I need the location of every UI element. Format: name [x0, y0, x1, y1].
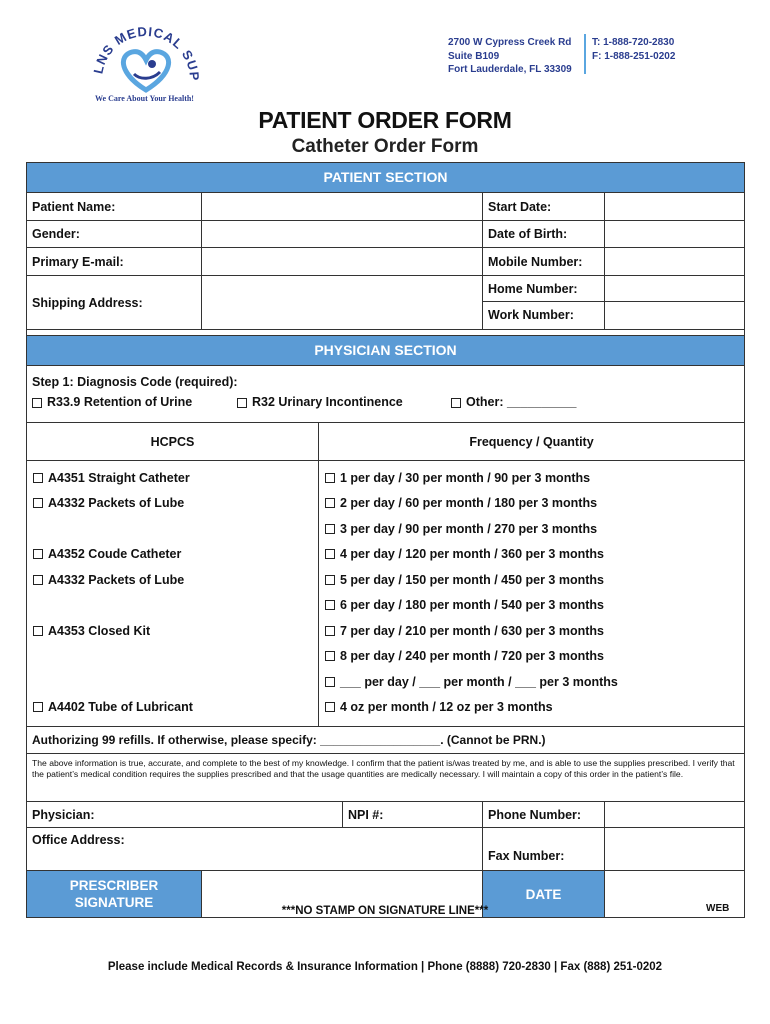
checkbox-icon[interactable]: [33, 575, 43, 585]
frequency-option[interactable]: 4 oz per month / 12 oz per 3 months: [319, 695, 744, 721]
logo-tagline: We Care About Your Health!: [95, 94, 194, 103]
home-field[interactable]: [605, 276, 744, 302]
dob-label: Date of Birth:: [483, 221, 605, 247]
address-line-1: 2700 W Cypress Creek Rd: [448, 37, 572, 48]
frequency-option[interactable]: 6 per day / 180 per month / 540 per 3 months: [319, 593, 744, 619]
contact-phone: T: 1-888-720-2830: [592, 37, 675, 48]
hcpcs-option[interactable]: A4353 Closed Kit: [27, 618, 318, 644]
office-address-label: Office Address:: [27, 828, 483, 870]
page-subtitle: Catheter Order Form: [291, 136, 479, 157]
work-field[interactable]: [605, 302, 744, 328]
start-date-label: Start Date:: [483, 193, 605, 220]
frequency-option[interactable]: 1 per day / 30 per month / 90 per 3 months: [319, 465, 744, 491]
checkbox-icon[interactable]: [237, 398, 247, 408]
hcpcs-option[interactable]: A4351 Straight Catheter: [27, 465, 318, 491]
hcpcs-option[interactable]: A4332 Packets of Lube: [27, 567, 318, 593]
fax-label: Fax Number:: [483, 828, 605, 870]
checkbox-icon[interactable]: [32, 398, 42, 408]
step1-label: Step 1: Diagnosis Code (required):: [32, 375, 238, 389]
prescriber-signature-label: PRESCRIBER SIGNATURE: [27, 871, 202, 917]
patient-section-heading: PATIENT SECTION: [27, 163, 744, 193]
bottom-note: Please include Medical Records & Insurance Information | Phone (8888) 720-2830 | Fax (888) 251-0202: [107, 961, 663, 973]
start-date-field[interactable]: [605, 193, 744, 220]
dob-field[interactable]: [605, 221, 744, 247]
mobile-label: Mobile Number:: [483, 248, 605, 275]
diagnosis-option-r32[interactable]: R32 Urinary Incontinence: [237, 395, 403, 409]
hcpcs-empty: [27, 593, 318, 619]
header-divider: [584, 34, 586, 74]
company-address: [448, 36, 572, 77]
checkbox-icon[interactable]: [33, 473, 43, 483]
checkbox-icon[interactable]: [325, 702, 335, 712]
hcpcs-empty: [27, 669, 318, 695]
checkbox-icon[interactable]: [33, 498, 43, 508]
checkbox-icon[interactable]: [325, 549, 335, 559]
npi-label: NPI #:: [343, 802, 483, 827]
patient-name-label: Patient Name:: [27, 193, 202, 220]
logo-brand-text: LNS MEDICAL SUP: [90, 23, 203, 82]
frequency-option[interactable]: 4 per day / 120 per month / 360 per 3 months: [319, 542, 744, 568]
frequency-column: [319, 461, 744, 726]
fax-field[interactable]: [605, 828, 744, 870]
checkbox-icon[interactable]: [325, 473, 335, 483]
refills-text: Authorizing 99 refills. If otherwise, please specify: __________________. (Cannot be PRN.): [32, 733, 546, 747]
frequency-option[interactable]: 7 per day / 210 per month / 630 per 3 months: [319, 618, 744, 644]
frequency-option[interactable]: 2 per day / 60 per month / 180 per 3 months: [319, 491, 744, 517]
stamp-note: ***NO STAMP ON SIGNATURE LINE***: [281, 905, 489, 917]
phone-field[interactable]: [605, 802, 744, 827]
frequency-option[interactable]: 8 per day / 240 per month / 720 per 3 months: [319, 644, 744, 670]
product-table: [27, 461, 744, 727]
checkbox-icon[interactable]: [451, 398, 461, 408]
hcpcs-column: [27, 461, 319, 726]
shipping-label: Shipping Address:: [27, 276, 202, 329]
physician-label: Physician:: [27, 802, 343, 827]
attestation-text: The above information is true, accurate, and complete to the best of my knowledge. I confirm that the patient is/was treated by me, and is able to use the supplies prescribed. I verify that the patient’s medical condition requires the supplies prescribed and that the usage quantities are medically necessary. I will maintain a copy of this order in the patient’s file.: [32, 758, 735, 779]
checkbox-icon[interactable]: [325, 677, 335, 687]
shipping-field[interactable]: [202, 276, 483, 329]
hcpcs-empty: [27, 516, 318, 542]
email-field[interactable]: [202, 248, 483, 275]
company-contact: [592, 36, 675, 63]
diagnosis-option-other[interactable]: Other: __________: [451, 395, 577, 409]
frequency-option[interactable]: 5 per day / 150 per month / 450 per 3 months: [319, 567, 744, 593]
checkbox-icon[interactable]: [325, 498, 335, 508]
contact-fax: F: 1-888-251-0202: [592, 50, 676, 62]
order-form: [26, 162, 745, 918]
frequency-option[interactable]: 3 per day / 90 per month / 270 per 3 months: [319, 516, 744, 542]
hcpcs-option[interactable]: A4402 Tube of Lubricant: [27, 695, 318, 721]
mobile-field[interactable]: [605, 248, 744, 275]
diagnosis-option-r339[interactable]: R33.9 Retention of Urine: [32, 395, 192, 409]
checkbox-icon[interactable]: [325, 600, 335, 610]
checkbox-icon[interactable]: [33, 626, 43, 636]
checkbox-icon[interactable]: [325, 626, 335, 636]
home-label: Home Number:: [483, 276, 604, 302]
gender-label: Gender:: [27, 221, 202, 247]
page-title: PATIENT ORDER FORM: [258, 107, 512, 133]
hcpcs-header: HCPCS: [27, 423, 319, 460]
diagnosis-block: [27, 366, 744, 423]
frequency-header: Frequency / Quantity: [469, 434, 594, 449]
checkbox-icon[interactable]: [33, 549, 43, 559]
physician-section-heading: PHYSICIAN SECTION: [27, 336, 744, 366]
hcpcs-empty: [27, 644, 318, 670]
patient-name-field[interactable]: [202, 193, 483, 220]
company-logo: [80, 18, 210, 106]
checkbox-icon[interactable]: [33, 702, 43, 712]
frequency-option-custom[interactable]: ___ per day / ___ per month / ___ per 3 months: [319, 669, 744, 695]
email-label: Primary E-mail:: [27, 248, 202, 275]
gender-field[interactable]: [202, 221, 483, 247]
address-line-3: Fort Lauderdale, FL 33309: [448, 64, 572, 75]
svg-text:LNS MEDICAL SUPPLY: [80, 18, 202, 82]
work-label: Work Number:: [488, 308, 574, 322]
date-label: DATE: [483, 871, 605, 917]
checkbox-icon[interactable]: [325, 651, 335, 661]
hcpcs-option[interactable]: A4352 Coude Catheter: [27, 542, 318, 568]
web-label: WEB: [706, 903, 730, 914]
checkbox-icon[interactable]: [325, 524, 335, 534]
phone-label: Phone Number:: [483, 802, 605, 827]
hcpcs-option[interactable]: A4332 Packets of Lube: [27, 491, 318, 517]
address-line-2: Suite B109: [448, 50, 500, 62]
checkbox-icon[interactable]: [325, 575, 335, 585]
